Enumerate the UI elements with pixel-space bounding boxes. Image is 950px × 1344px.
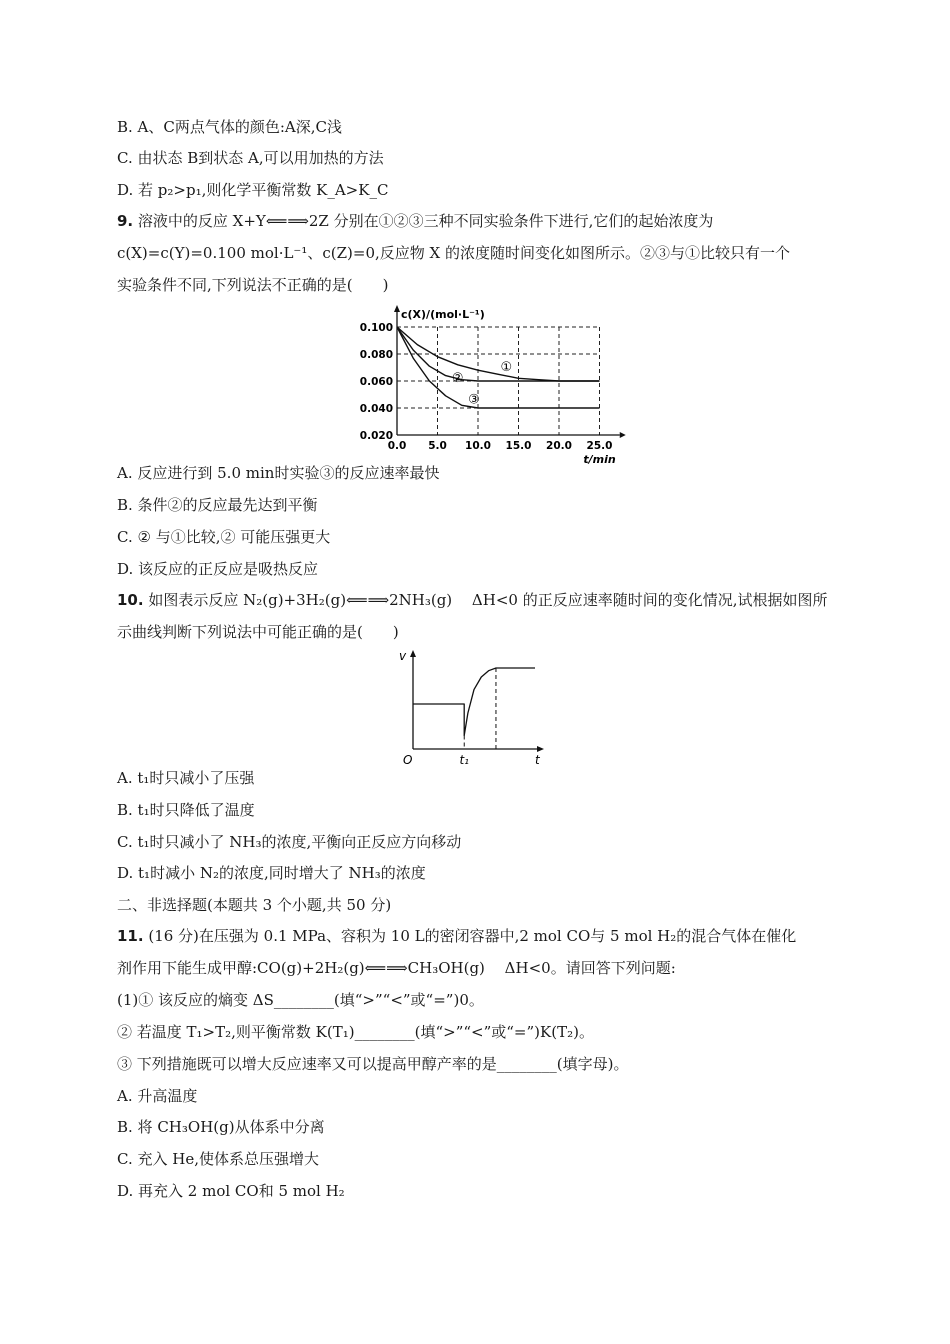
x-tick-label: 20.0 [546,440,572,452]
x-axis-label: t [535,753,540,767]
rate-curve [413,668,535,736]
text-line [117,117,342,137]
y-tick-label: 0.020 [359,430,393,442]
line-text: A. t₁时只减小了压强 [117,769,255,787]
line-text: B. A、C两点气体的颜色:A深,C浅 [117,118,343,136]
x-tick-label: 15.0 [505,440,532,452]
event-time-label: t₁ [459,753,469,767]
question-number: 9. [117,212,134,230]
line-text: (16 分)在压强为 0.1 MPa、容积为 10 L的密闭容器中,2 mol CO与 5 mol H₂的混合气体在催化 [143,927,797,945]
y-tick-label: 0.060 [359,376,393,388]
line-text: c(X)=c(Y)=0.100 mol·L⁻¹、c(Z)=0,反应物 X 的浓度随时间变化如图所示。②③与①比较只有一个 [117,244,790,262]
series-curve [397,327,600,408]
line-text: ② 若温度 T₁>T₂,则平衡常数 K(T₁)________(填“>”“<”或“=”)K(T₂)。 [117,1023,594,1041]
x-axis-arrow [537,746,544,752]
line-text: D. 再充入 2 mol CO和 5 mol H₂ [117,1182,345,1200]
text-line [117,958,676,978]
text-line [117,926,796,946]
line-text: (1)① 该反应的熵变 ΔS________(填“>”“<”或“=”)0。 [117,991,484,1009]
line-text: C. 充入 He,使体系总压强增大 [117,1150,319,1168]
text-line [117,1117,325,1137]
text-line [117,895,391,915]
y-tick-label: 0.040 [359,403,393,415]
line-text: C. 由状态 B到状态 A,可以用加热的方法 [117,149,384,167]
x-tick-label: 25.0 [586,440,613,452]
text-line [117,1181,345,1201]
rate-time-chart [375,648,555,773]
line-text: 溶液中的反应 X+Y⟸⟹2Z 分别在①②③三种不同实验条件下进行,它们的起始浓度为 [133,212,714,230]
text-line [117,559,318,579]
text-line [117,622,399,642]
text-line [117,275,388,295]
line-text: B. 条件②的反应最先达到平衡 [117,496,318,514]
text-line [117,768,254,788]
question-number: 10. [117,591,144,609]
y-axis-arrow [410,650,416,657]
x-axis-arrow [620,432,626,438]
text-line [117,243,790,263]
x-tick-label: 5.0 [428,440,447,452]
series-label: ① [500,360,513,376]
text-line [117,148,384,168]
text-line [117,990,484,1010]
text-line [117,832,461,852]
line-text: A. 反应进行到 5.0 min时实验③的反应速率最快 [117,464,440,482]
line-text: B. 将 CH₃OH(g)从体系中分离 [117,1118,325,1136]
y-axis-label: c(X)/(mol·L⁻¹) [401,308,485,321]
line-text: 实验条件不同,下列说法不正确的是( ) [117,276,389,294]
line-text: D. t₁时减小 N₂的浓度,同时增大了 NH₃的浓度 [117,864,426,882]
text-line [117,863,426,883]
line-text: B. t₁时只降低了温度 [117,801,255,819]
text-line [117,527,330,547]
line-text: ③ 下列措施既可以增大反应速率又可以提高甲醇产率的是________(填字母)。 [117,1055,629,1073]
y-tick-label: 0.080 [359,349,393,361]
text-line [117,1086,197,1106]
x-tick-label: 0.0 [387,440,407,452]
text-line [117,180,388,200]
line-text: 如图表示反应 N₂(g)+3H₂(g)⟸⟹2NH₃(g) ΔH<0 的正反应速率随时间的变化情况,试根据如图所 [143,591,828,609]
y-axis-label: v [399,649,407,663]
text-line [117,211,713,231]
y-tick-label: 0.100 [359,322,393,334]
y-axis-arrow [394,305,400,312]
line-text: C. t₁时只减小了 NH₃的浓度,平衡向正反应方向移动 [117,833,462,851]
text-line [117,800,255,820]
text-line [117,590,827,610]
line-text: C. ② 与①比较,② 可能压强更大 [117,528,331,546]
text-line [117,1054,628,1074]
text-line [117,495,318,515]
line-text: D. 该反应的正反应是吸热反应 [117,560,319,578]
line-text: 示曲线判断下列说法中可能正确的是( ) [117,623,399,641]
text-line [117,1022,594,1042]
line-text: 剂作用下能生成甲醇:CO(g)+2H₂(g)⟸⟹CH₃OH(g) ΔH<0。请回答下列问题: [117,959,676,977]
question-number: 11. [117,927,144,945]
series-label: ② [451,370,464,386]
line-text: 二、非选择题(本题共 3 个小题,共 50 分) [117,896,392,914]
concentration-time-chart [355,305,616,470]
series-label: ③ [468,392,480,408]
origin-label: O [403,753,413,767]
x-axis-label: t/min [583,453,616,466]
line-text: D. 若 p₂>p₁,则化学平衡常数 K_A>K_C [117,181,389,199]
x-tick-label: 10.0 [465,440,491,452]
line-text: A. 升高温度 [117,1087,198,1105]
text-line [117,1149,319,1169]
